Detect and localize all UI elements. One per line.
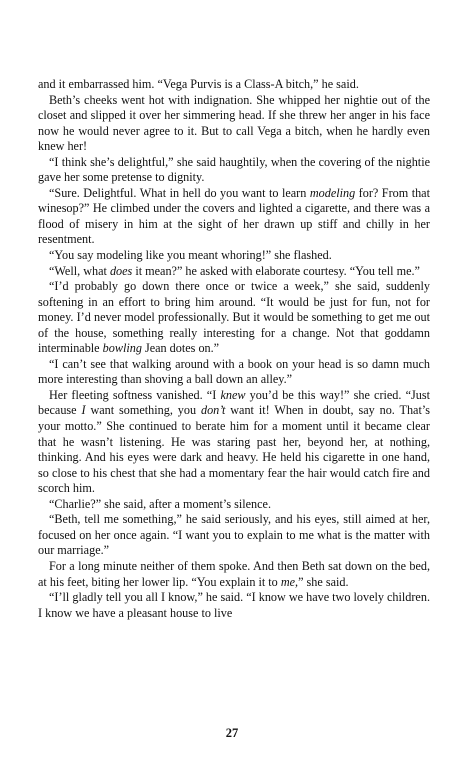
italic-text: does (109, 263, 133, 278)
italic-text: bowling (102, 341, 142, 356)
text-run: “Sure. Delightful. What in hell do you want to learn (49, 185, 310, 200)
text-run: “I think she’s delightful,” she said haughtily, when the covering of the nightie gave her some pretense to dignity. (38, 154, 430, 185)
paragraph (38, 155, 430, 186)
text-run: ” she said. (298, 574, 349, 589)
paragraph (38, 388, 430, 497)
text-run: want something, you (85, 403, 201, 418)
text-run: for? From that winesop?” He climbed under the covers and lighted a cigarette, and there was a flood of misery in him at the sight of her drawn up stiff and chilly in her resentment. (38, 185, 430, 247)
text-run: “Charlie?” she said, after a moment’s silence. (49, 496, 271, 511)
text-run: For a long minute neither of them spoke. And then Beth sat down on the bed, at his feet, biting her lower lip. “You explain it to (38, 558, 430, 589)
paragraph (38, 497, 430, 513)
text-run: Jean dotes on.” (141, 341, 220, 356)
paragraph (38, 77, 430, 93)
paragraph (38, 186, 430, 248)
text-run: Beth’s cheeks went hot with indignation. She whipped her nightie out of the closet and slipped it over her simmering head. If she threw her anger in his face now he would never agree to it. But to call Vega a bitch, when he hardly even knew her! (38, 92, 430, 154)
paragraph (38, 279, 430, 357)
paragraph (38, 93, 430, 155)
body-text (38, 77, 430, 621)
italic-text: don’t (200, 403, 226, 418)
paragraph (38, 248, 430, 264)
text-run: Her fleeting softness vanished. “I (49, 387, 221, 402)
paragraph (38, 559, 430, 590)
text-run: you’d be this way!” she cried. “Just because (38, 387, 430, 418)
page-number: 27 (225, 726, 239, 740)
italic-text: me, (280, 574, 299, 589)
text-run: “You say modeling like you meant whoring!” she flashed. (49, 248, 332, 263)
paragraph (38, 264, 430, 280)
italic-text: knew (220, 387, 246, 402)
text-run: and it embarrassed him. “Vega Purvis is a Class-A bitch,” he said. (38, 77, 359, 91)
text-run: “I’d probably go down there once or twice a week,” she said, suddenly softening in an effort to bring him around. “It would be just for fun, not for money. I’d never model professionally. But it would be something to get me out of the house, something really interesting for a change. Not that goddamn interminable (38, 279, 430, 356)
text-run: “Beth, tell me something,” he said seriously, and his eyes, still aimed at her, focused on her once again. “I want you to explain to me what is the matter with our marriage.” (38, 512, 430, 558)
italic-text: I (81, 403, 86, 418)
paragraph (38, 590, 430, 621)
italic-text: modeling (309, 185, 356, 200)
text-run: want it! When in doubt, say no. That’s your motto.” She continued to berate him for a moment until it became clear that he wasn’t listening. He was staring past her, beyond her, at nothing, thinking. And his eyes were dark and heavy. He held his cigarette in one hand, so close to his chest that she had a momentary fear the hair would catch fire and scorch him. (38, 403, 430, 496)
text-run: “I can’t see that walking around with a book on your head is so damn much more interesting than shoving a ball down an alley.” (38, 356, 430, 387)
text-run: it mean?” he asked with elaborate courtesy. “You tell me.” (132, 263, 420, 278)
text-run: “I’ll gladly tell you all I know,” he said. “I know we have two lovely children. I know we have a pleasant house to live (38, 590, 430, 620)
paragraph (38, 512, 430, 559)
text-run: “Well, what (49, 263, 110, 278)
paragraph (38, 357, 430, 388)
